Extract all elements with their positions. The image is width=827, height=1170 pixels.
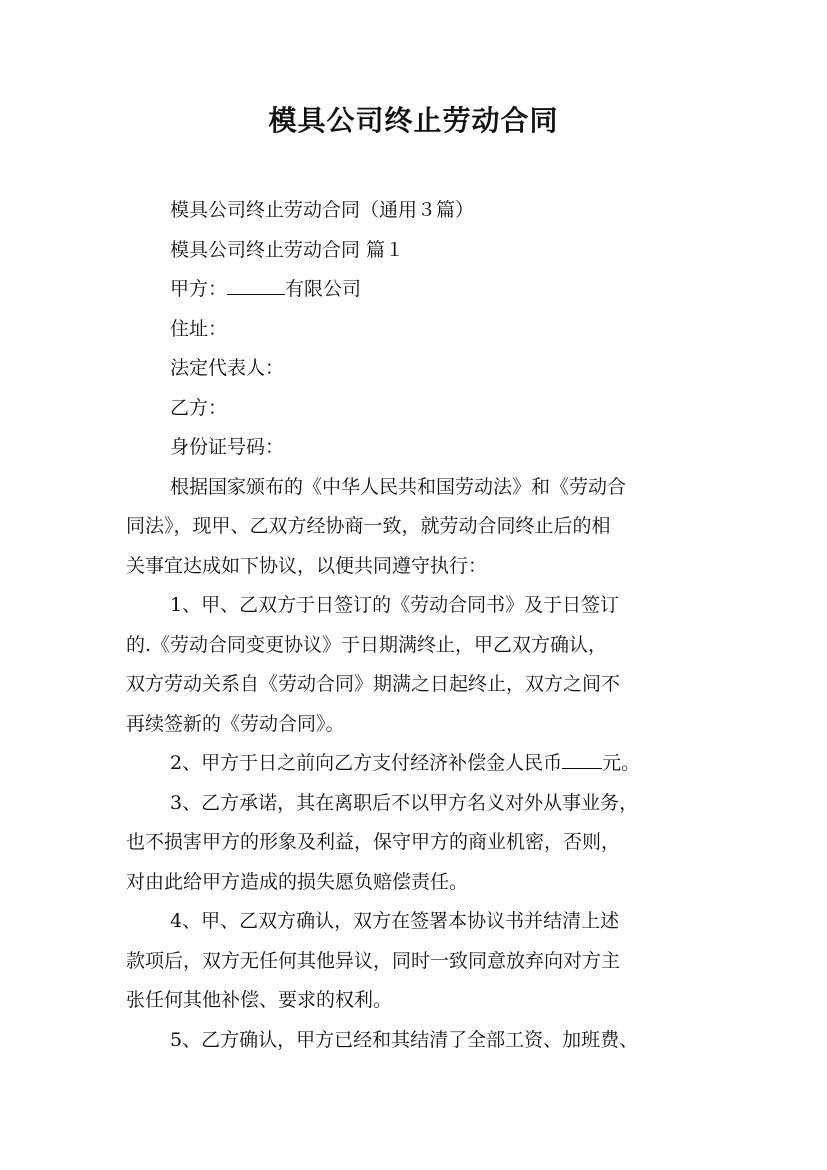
part-heading: 模具公司终止劳动合同 篇１ (170, 238, 405, 261)
party-a-suffix: 有限公司 (285, 278, 362, 300)
document-body (126, 191, 716, 1060)
clause-4-line: 张任何其他补偿、要求的权利。 (126, 989, 393, 1011)
intro-paragraph (126, 468, 716, 587)
clause-1-line: 的.《劳动合同变更协议》于日期满终止，甲乙双方确认， (126, 633, 608, 656)
intro-line: 根据国家颁布的《中华人民共和国劳动法》和《劳动合 (170, 475, 627, 498)
clause-3-line: 3、乙方承诺，其在离职后不以甲方名义对外从事业务， (170, 791, 639, 814)
clause-5 (126, 1021, 716, 1061)
clause-4 (126, 902, 716, 1021)
amount-blank (562, 750, 602, 769)
clause-5-line: 5、乙方确认，甲方已经和其结清了全部工资、加班费、 (170, 1028, 639, 1051)
intro-line: 关事宜达成如下协议，以便共同遵守执行： (126, 554, 488, 577)
clause-1-line: 1、甲、乙双方于日签订的《劳动合同书》及于日签订 (170, 594, 620, 616)
clause-2-text: 2、甲方于日之前向乙方支付经济补偿金人民币 (170, 752, 563, 774)
id-label: 身份证号码： (170, 436, 285, 458)
clause-4-line: 款项后，双方无任何其他异议，同时一致同意放弃向对方主 (126, 949, 621, 972)
clause-1 (126, 586, 716, 744)
clause-4-line: 4、甲、乙双方确认，双方在签署本协议书并结清上述 (170, 910, 620, 932)
clause-2-suffix: 元。 (602, 752, 641, 774)
party-a-label: 甲方： (170, 278, 228, 300)
clause-3-line: 也不损害甲方的形象及利益，保守甲方的商业机密，否则， (126, 831, 621, 853)
party-b-label: 乙方： (170, 396, 228, 419)
subtitle-line: 模具公司终止劳动合同（通用３篇） (170, 199, 475, 221)
clause-1-line: 再续签新的《劳动合同》。 (126, 712, 345, 735)
clause-2 (126, 744, 716, 784)
party-a-blank (227, 276, 285, 295)
legal-rep-label: 法定代表人： (170, 357, 285, 379)
party-a-line (126, 270, 716, 310)
clause-1-line: 双方劳动关系自《劳动合同》期满之日起终止，双方之间不 (126, 673, 621, 695)
clause-3 (126, 784, 716, 903)
document-title: 模具公司终止劳动合同 (268, 104, 559, 137)
clause-3-line: 对由此给甲方造成的损失愿负赔偿责任。 (126, 870, 469, 893)
address-label: 住址： (170, 317, 228, 340)
intro-line: 同法》，现甲、乙双方经协商一致，就劳动合同终止后的相 (126, 515, 611, 537)
